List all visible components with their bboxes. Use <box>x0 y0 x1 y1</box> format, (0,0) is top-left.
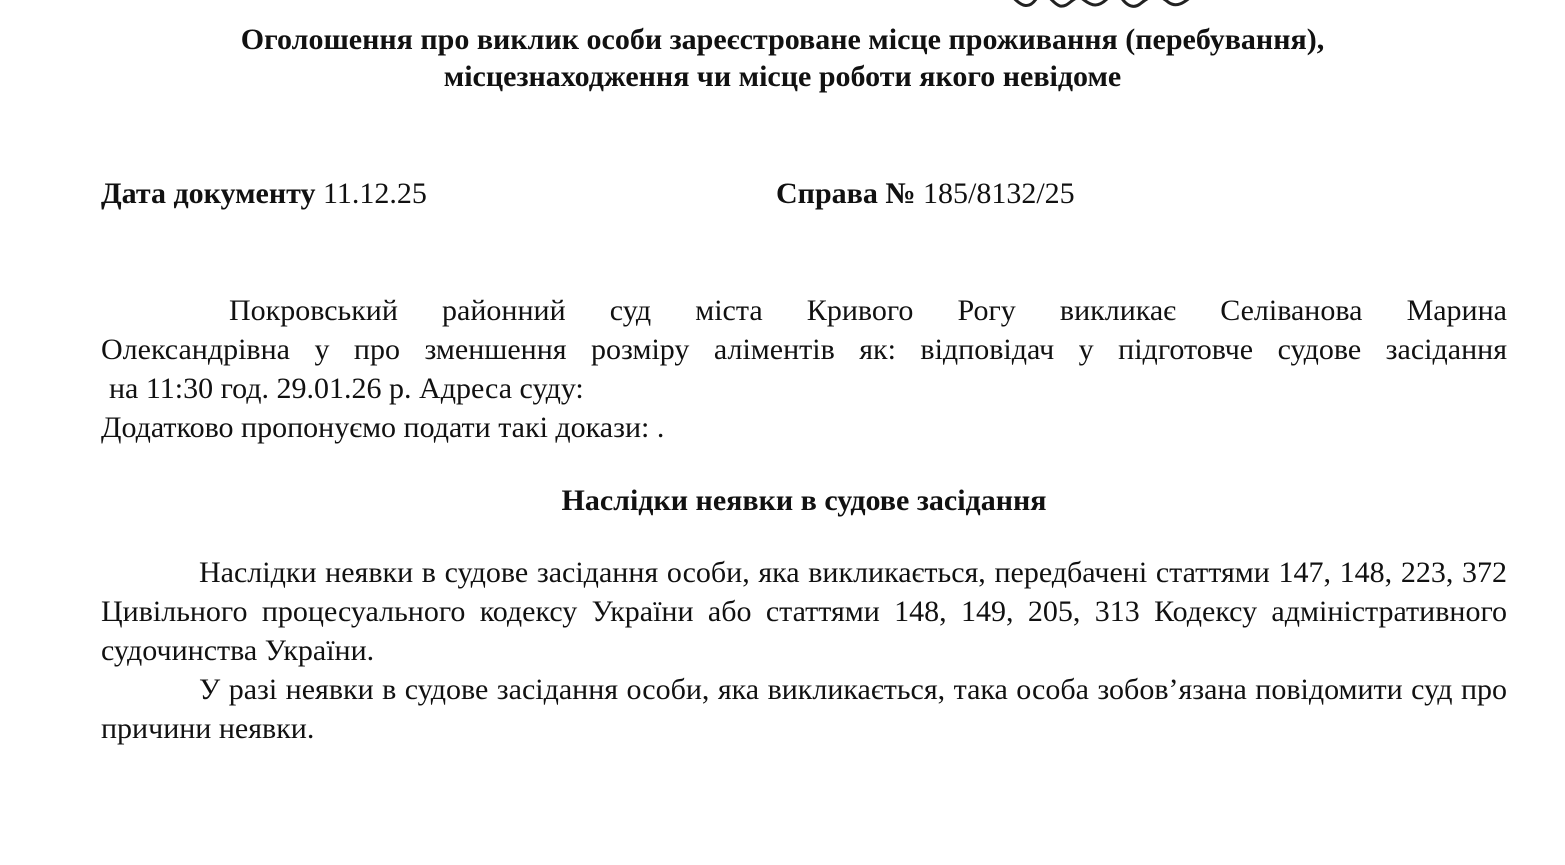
summons-line-1: Покровський районний суд міста Кривого Рогу викликає Селіванова Марина <box>229 294 1507 327</box>
document-date <box>101 175 427 213</box>
summons-line-2: Олександрівна у про зменшення розміру аліментів як: відповідач у підготовче судове засідання <box>101 333 1507 366</box>
section-heading: Наслідки неявки в судове засідання <box>561 484 1047 517</box>
case-value: 185/8132/25 <box>922 177 1075 210</box>
case-number <box>776 175 1075 213</box>
consequences-paragraph <box>101 553 1507 670</box>
duty-text: У разі неявки в судове засідання особи, яка викликається, така особа зобов’язана повідомити суд про причини неявки. <box>101 673 1507 745</box>
consequences-text: Наслідки неявки в судове засідання особи, яка викликається, передбачені статтями 147, 148, 223, 372 Цивільного процесуального кодексу України або статтями 148, 149, 205, 313 Кодексу адміністративного судочинства України. <box>101 556 1507 667</box>
date-value: 11.12.25 <box>322 177 427 210</box>
case-label: Справа № <box>776 177 916 210</box>
summons-paragraph <box>101 291 1507 447</box>
title-line-2: місцезнаходження чи місце роботи якого невідоме <box>443 60 1122 93</box>
date-label: Дата документу <box>101 177 316 210</box>
summons-line-3: на 11:30 год. 29.01.26 р. Адреса суду: <box>109 372 584 405</box>
document-title <box>0 21 1565 95</box>
title-line-1: Оголошення про виклик особи зареєстроване місце проживання (перебування), <box>240 23 1325 56</box>
summons-line-4: Додатково пропонуємо подати такі докази: . <box>101 411 665 444</box>
duty-paragraph <box>101 670 1507 748</box>
